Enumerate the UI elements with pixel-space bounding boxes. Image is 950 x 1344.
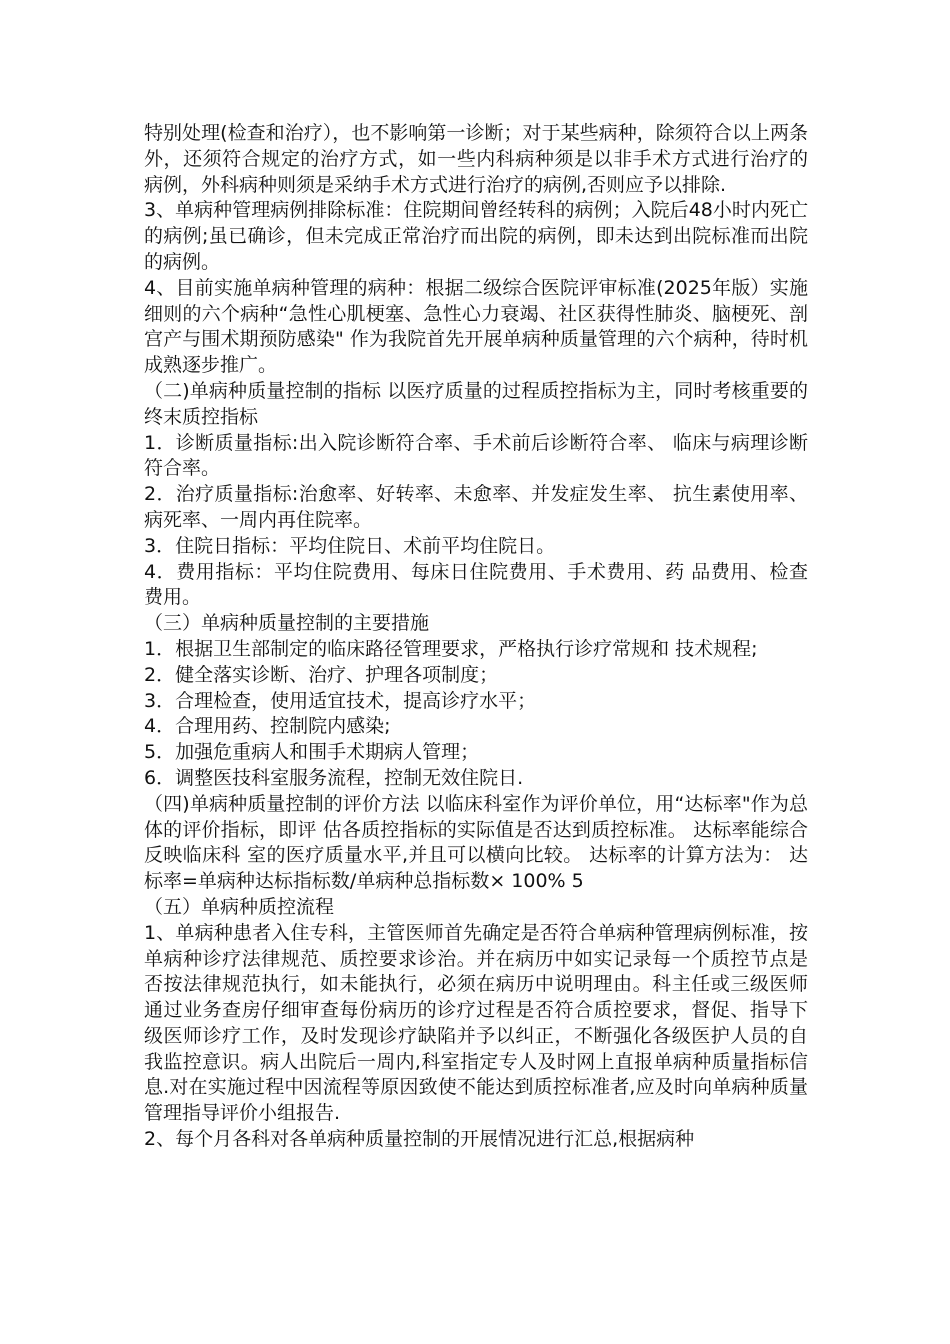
list-item-measure-6: 6．调整医技科室服务流程，控制无效住院日. <box>144 766 524 789</box>
document-body <box>144 121 808 1153</box>
paragraph-process-step-2: 2、每个月各科对各单病种质量控制的开展情况进行汇总,根据病种 <box>144 1128 695 1151</box>
list-item-hospital-days: 3．住院日指标：平均住院日、术前平均住院日。 <box>144 534 556 557</box>
paragraph-current-diseases: 4、目前实施单病种管理的病种：根据二级综合医院评审标准(2025年版）实施细则的六个病种“急性心肌梗塞、急性心力衰竭、社区获得性肺炎、脑梗死、剖宫产与围术期预防感染" 作为我院首先开展单病种质量管理的六个病种，待时机成熟逐步推广。 <box>144 276 808 377</box>
list-item-measure-3: 3．合理检查，使用适宜技术，提高诊疗水平； <box>144 689 537 712</box>
list-item-measure-5: 5．加强危重病人和围手术期病人管理； <box>144 741 480 764</box>
section-heading-indicators: （二)单病种质量控制的指标 以医疗质量的过程质控指标为主，同时考核重要的终末质控指标 <box>144 379 808 428</box>
list-item-treatment-quality: 2．治疗质量指标:治愈率、好转率、未愈率、并发症发生率、 抗生素使用率、病死率、一周内再住院率。 <box>144 483 808 531</box>
paragraph-evaluation-method: （四)单病种质量控制的评价方法 以临床科室作为评价单位，用“达标率"作为总体的评价指标，即评 估各质控指标的实际值是否达到质控标准。 达标率能综合反映临床科 室的医疗质量水平,并且可以横向比较。 达标率的计算方法为： 达标率=单病种达标指标数/单病种总指标数× 100% 5 <box>144 792 808 893</box>
section-heading-process: （五）单病种质控流程 <box>144 895 335 918</box>
section-heading-measures: （三）单病种质量控制的主要措施 <box>144 612 430 635</box>
paragraph-diagnosis-exception: 特别处理(检查和治疗），也不影响第一诊断；对于某些病种，除须符合以上两条外，还须符合规定的治疗方式，如一些内科病种须是以非手术方式进行治疗的病例，外科病种则须是采纳手术方式进行治疗的病例,否则应予以排除. <box>144 122 808 196</box>
paragraph-process-step-1: 1、单病种患者入住专科，主管医师首先确定是否符合单病种管理病例标准，按单病种诊疗法律规范、质控要求诊治。并在病历中如实记录每一个质控节点是否按法律规范执行，如未能执行，必须在病历中说明理由。科主任或三级医师通过业务查房仔细审查每份病历的诊疗过程是否符合质控要求，督促、指导下级医师诊疗工作，及时发现诊疗缺陷并予以纠正，不断强化各级医护人员的自我监控意识。病人出院后一周内,科室指定专人及时网上直报单病种质量指标信息.对在实施过程中因流程等原因致使不能达到质控标准者,应及时向单病种质量管理指导评价小组报告. <box>144 921 808 1125</box>
list-item-measure-1: 1．根据卫生部制定的临床路径管理要求，严格执行诊疗常规和 技术规程; <box>144 637 758 660</box>
list-item-diagnosis-quality: 1．诊断质量指标:出入院诊断符合率、手术前后诊断符合率、 临床与病理诊断符合率。 <box>144 431 808 480</box>
paragraph-exclusion-criteria: 3、单病种管理病例排除标准：住院期间曾经转科的病例；入院后48小时内死亡的病例;虽已确诊，但未完成正常治疗而出院的病例，即未达到出院标准而出院的病例。 <box>144 199 808 273</box>
list-item-measure-2: 2．健全落实诊断、治疗、护理各项制度； <box>144 663 499 686</box>
list-item-measure-4: 4．合理用药、控制院内感染; <box>144 715 391 738</box>
list-item-cost: 4．费用指标：平均住院费用、每床日住院费用、手术费用、药 品费用、检查费用。 <box>144 560 808 609</box>
